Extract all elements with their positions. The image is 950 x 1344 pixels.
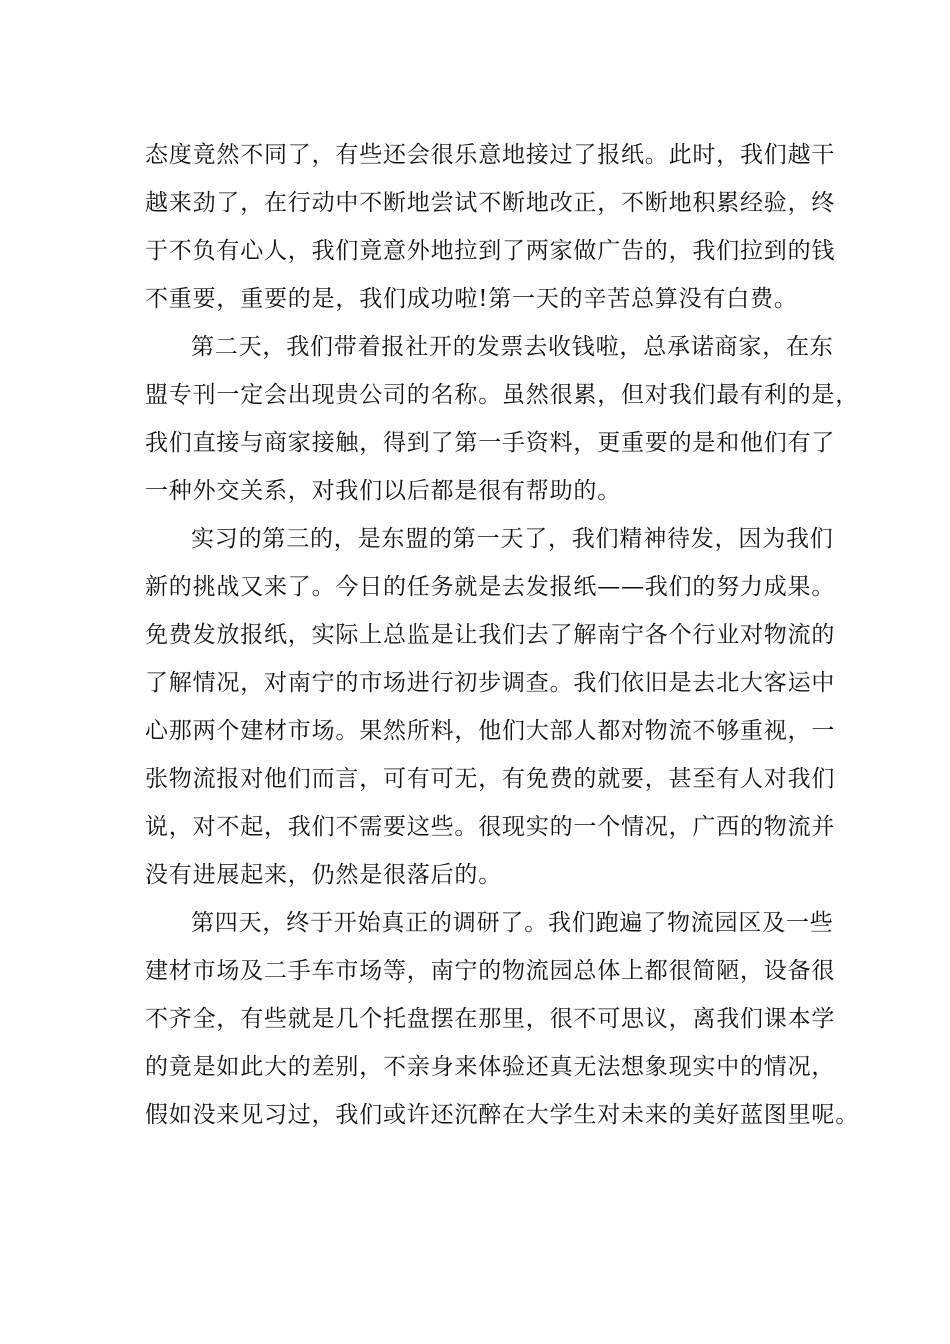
text-line: 免费发放报纸，实际上总监是让我们去了解南宁各个行业对物流的 [145, 622, 836, 648]
text-line: 越来劲了，在行动中不断地尝试不断地改正，不断地积累经验，终 [145, 190, 836, 216]
text-line: 了解情况，对南宁的市场进行初步调查。我们依旧是去北大客运中 [145, 670, 836, 696]
text-line: 盟专刊一定会出现贵公司的名称。虽然很累，但对我们最有利的是， [145, 382, 859, 408]
paragraph-first-line: 第二天，我们带着报社开的发票去收钱啦，总承诺商家，在东 [191, 334, 834, 360]
text-line: 于不负有心人，我们竟意外地拉到了两家做广告的，我们拉到的钱 [145, 238, 836, 264]
text-line: 新的挑战又来了。今日的任务就是去发报纸——我们的努力成果。 [145, 574, 836, 600]
text-line: 的竟是如此大的差别，不亲身来体验还真无法想象现实中的情况， [145, 1054, 836, 1080]
text-line: 态度竟然不同了，有些还会很乐意地接过了报纸。此时，我们越干 [145, 142, 836, 168]
paragraph-first-line: 实习的第三的，是东盟的第一天了，我们精神待发，因为我们 [191, 526, 834, 552]
text-line: 说，对不起，我们不需要这些。很现实的一个情况，广西的物流并 [145, 814, 836, 840]
text-line: 心那两个建材市场。果然所料，他们大部人都对物流不够重视，一 [145, 718, 836, 744]
text-line: 不重要，重要的是，我们成功啦!第一天的辛苦总算没有白费。 [145, 286, 798, 312]
text-line: 张物流报对他们而言，可有可无，有免费的就要，甚至有人对我们 [145, 766, 836, 792]
text-line: 不齐全，有些就是几个托盘摆在那里，很不可思议，离我们课本学 [145, 1006, 836, 1032]
body-text [145, 131, 859, 1139]
text-line: 一种外交关系，对我们以后都是很有帮助的。 [145, 478, 621, 504]
text-line: 我们直接与商家接触，得到了第一手资料，更重要的是和他们有了 [145, 430, 836, 456]
text-line: 建材市场及二手车市场等，南宁的物流园总体上都很简陋，设备很 [145, 958, 836, 984]
text-line: 没有进展起来，仍然是很落后的。 [145, 862, 502, 888]
text-line: 假如没来见习过，我们或许还沉醉在大学生对未来的美好蓝图里呢。 [145, 1102, 859, 1128]
paragraph-first-line: 第四天，终于开始真正的调研了。我们跑遍了物流园区及一些 [191, 910, 834, 936]
